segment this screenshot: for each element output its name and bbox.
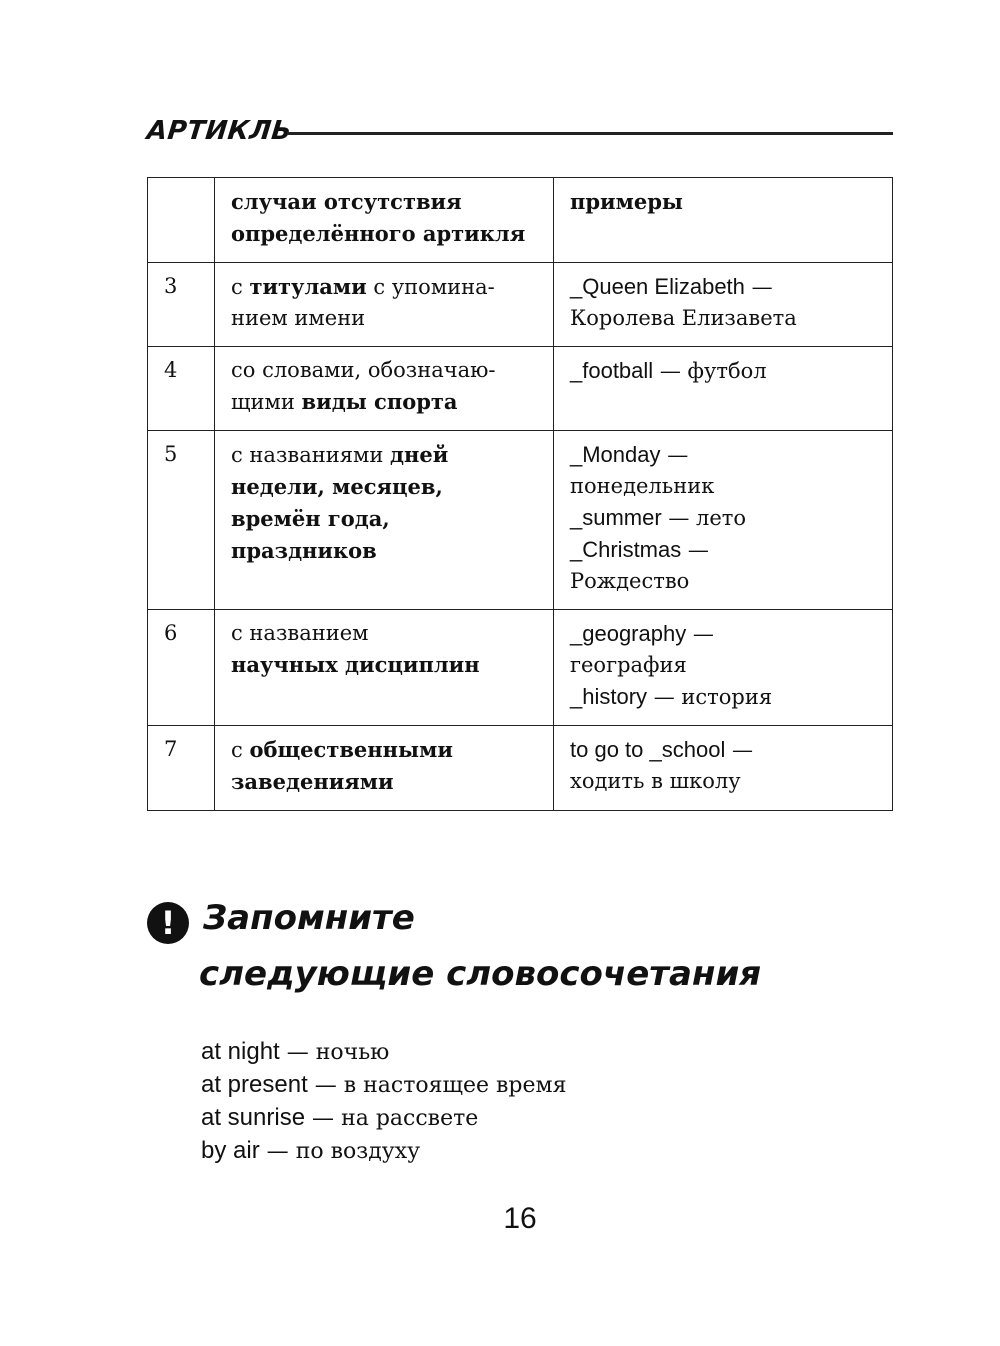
case-text: со словами, обозначаю- (231, 358, 496, 382)
case-cell (215, 347, 554, 431)
article-rules-table (147, 177, 893, 811)
phrase-russian: по воздуху (295, 1139, 421, 1164)
example-translation: — география (570, 622, 714, 677)
table-row (148, 347, 893, 431)
section-header (147, 112, 893, 156)
example-english: to go to _school (570, 737, 726, 762)
example-english: _Christmas (570, 537, 682, 562)
table-row (148, 431, 893, 610)
phrase-item (201, 1135, 566, 1168)
row-number: 4 (148, 347, 215, 431)
phrase-dash: — (307, 1073, 344, 1098)
remember-title-line1: Запомните (203, 898, 415, 938)
row-number: 5 (148, 431, 215, 610)
case-text: щими (231, 390, 302, 414)
example-translation: футбол (687, 359, 767, 383)
examples-cell (554, 726, 893, 811)
example-english: _geography (570, 621, 687, 646)
phrase-english: at sunrise (201, 1104, 306, 1131)
case-keyword: виды спорта (301, 389, 458, 414)
row-number: 7 (148, 726, 215, 811)
header-case-cell (215, 178, 554, 263)
row-number: 6 (148, 610, 215, 726)
case-cell (215, 263, 554, 347)
exclamation-icon: ! (147, 902, 189, 944)
examples-cell (554, 431, 893, 610)
phrase-russian: на рассвете (341, 1106, 479, 1131)
phrase-russian: ночью (315, 1040, 390, 1065)
example-translation: — лето (661, 506, 747, 530)
examples-cell (554, 347, 893, 431)
phrase-dash: — (279, 1040, 316, 1065)
case-cell (215, 726, 554, 811)
phrase-russian: в настоящее время (343, 1073, 567, 1098)
case-text: с названием (231, 621, 369, 645)
case-text: с (231, 275, 250, 299)
phrase-dash: — (305, 1106, 342, 1131)
case-cell (215, 610, 554, 726)
table-row (148, 726, 893, 811)
case-text: с упомина- (366, 275, 495, 299)
case-text: с (231, 738, 250, 762)
phrase-english: by air (201, 1137, 260, 1164)
case-keyword: дней недели, месяцев, времён года, праздников (231, 442, 449, 563)
example-translation: — история (647, 685, 773, 709)
header-case-label: случаи отсутствия определённого артикля (231, 189, 526, 246)
example-translation: — Рождество (570, 538, 709, 593)
table-row (148, 610, 893, 726)
table-header-row (148, 178, 893, 263)
phrase-item (201, 1036, 566, 1069)
examples-cell (554, 610, 893, 726)
phrase-list (201, 1036, 566, 1168)
remember-title (199, 890, 762, 1002)
example-translation: — (653, 359, 688, 383)
case-cell (215, 431, 554, 610)
case-keyword: общественными заведениями (231, 737, 453, 794)
phrase-item (201, 1102, 566, 1135)
phrase-item (201, 1069, 566, 1102)
header-num-cell (148, 178, 215, 263)
example-english: _summer (570, 505, 662, 530)
example-english: _Monday (570, 442, 661, 467)
example-translation: Королева Елизавета (570, 306, 797, 330)
header-examples-cell (554, 178, 893, 263)
example-english: _history (570, 684, 648, 709)
examples-cell (554, 263, 893, 347)
example-translation: — понедельник (570, 443, 715, 498)
phrase-english: at night (201, 1038, 280, 1065)
case-keyword: титулами (249, 274, 367, 299)
case-text: с названиями (231, 443, 390, 467)
row-number: 3 (148, 263, 215, 347)
remember-title-line2: следующие словосочетания (199, 954, 762, 994)
phrase-dash: — (259, 1139, 296, 1164)
case-keyword: научных дисциплин (231, 652, 480, 677)
page-number: 16 (503, 1202, 537, 1235)
header-rule (287, 132, 893, 135)
case-text: нием имени (231, 306, 366, 330)
header-examples-label: примеры (570, 189, 683, 214)
table-row (148, 263, 893, 347)
example-translation: — ходить в школу (570, 738, 754, 793)
phrase-english: at present (201, 1071, 308, 1098)
section-title: АРТИКЛЬ (145, 116, 294, 146)
example-english: _Queen Elizabeth (570, 274, 745, 299)
example-english: _football (570, 358, 654, 383)
example-translation: — (744, 275, 773, 299)
